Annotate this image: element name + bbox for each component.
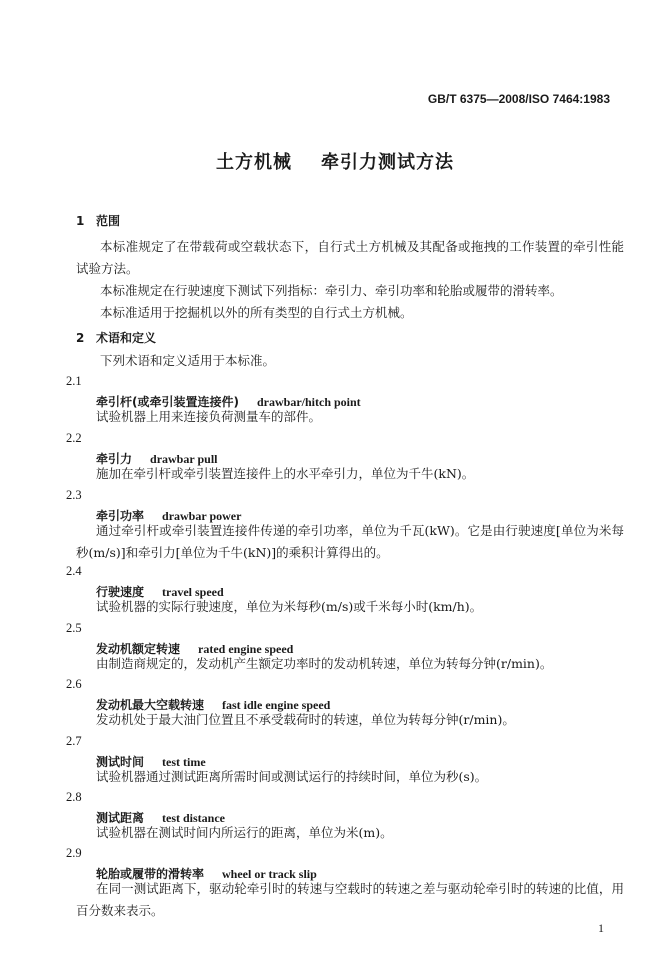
term-english: test distance: [162, 811, 226, 825]
clause-number: 2.8: [66, 790, 82, 804]
section-title: 术语和定义: [96, 331, 157, 345]
clause-number: 2.5: [66, 621, 82, 635]
term-definition: 在同一测试距离下，驱动轮牵引时的转速与空载时的转速之差与驱动轮牵引时的转速的比值，用百分数来表示。: [76, 881, 624, 918]
term-chinese: 牵引力: [96, 452, 133, 466]
term-definition: 发动机处于最大油门位置且不承受载荷时的转速，单位为转每分钟(r/min)。: [96, 712, 515, 727]
term-chinese: 轮胎或履带的滑转率: [96, 867, 205, 881]
section-1-heading: [76, 212, 120, 229]
scope-paragraph: 本标准规定在行驶速度下测试下列指标：牵引力、牵引功率和轮胎或履带的滑转率。: [100, 283, 563, 298]
term-definition: 试验机器上用来连接负荷测量车的部件。: [96, 409, 322, 424]
term-english: drawbar/hitch point: [256, 395, 361, 409]
scope-paragraph: 本标准适用于挖掘机以外的所有类型的自行式土方机械。: [100, 305, 413, 320]
term-english: fast idle engine speed: [222, 698, 331, 712]
document-title: 土方机械 牵引力测试方法: [215, 152, 455, 173]
term-chinese: 牵引杆(或牵引装置连接件): [96, 395, 239, 409]
term-chinese: 测试距离: [96, 811, 145, 825]
term-definition: 试验机器的实际行驶速度，单位为米每秒(m/s)或千米每小时(km/h)。: [96, 599, 483, 614]
term-english: travel speed: [162, 585, 224, 599]
section-title: 范围: [96, 214, 121, 228]
clause-number: 2.2: [66, 431, 82, 445]
term-definition: 通过牵引杆或牵引装置连接件传递的牵引功率，单位为千瓦(kW)。它是由行驶速度[单位为米每秒(m/s)]和牵引力[单位为千牛(kN)]的乘积计算得出的。: [76, 523, 624, 560]
term-definition: 由制造商规定的，发动机产生额定功率时的发动机转速，单位为转每分钟(r/min)。: [96, 656, 553, 671]
clause-number: 2.3: [66, 488, 82, 502]
page-number: 1: [598, 921, 604, 935]
term-definition: 试验机器在测试时间内所运行的距离，单位为米(m)。: [96, 825, 393, 840]
section-number: 2: [76, 331, 85, 345]
term-english: test time: [162, 755, 206, 769]
clause-number: 2.4: [66, 564, 82, 578]
term-english: drawbar power: [162, 509, 242, 523]
term-chinese: 测试时间: [96, 755, 145, 769]
term-english: rated engine speed: [198, 642, 294, 656]
clause-number: 2.1: [66, 374, 82, 388]
term-definition: 施加在牵引杆或牵引装置连接件上的水平牵引力，单位为千牛(kN)。: [96, 466, 475, 481]
term-english: wheel or track slip: [222, 867, 317, 881]
section-number: 1: [76, 214, 85, 228]
definitions-intro: 下列术语和定义适用于本标准。: [100, 353, 276, 368]
term-chinese: 发动机额定转速: [96, 642, 181, 656]
clause-number: 2.7: [66, 734, 82, 748]
term-definition: 试验机器通过测试距离所需时间或测试运行的持续时间，单位为秒(s)。: [96, 769, 488, 784]
clause-number: 2.9: [66, 846, 82, 860]
scope-paragraph: 本标准规定了在带载荷或空载状态下，自行式土方机械及其配备或拖拽的工作装置的牵引性能试验方法。: [76, 239, 624, 276]
term-english: drawbar pull: [150, 452, 218, 466]
standard-number: GB/T 6375—2008/ISO 7464:1983: [427, 92, 610, 106]
term-chinese: 牵引功率: [96, 509, 145, 523]
clause-number: 2.6: [66, 677, 82, 691]
term-chinese: 发动机最大空载转速: [96, 698, 205, 712]
section-2-heading: [76, 329, 156, 346]
term-chinese: 行驶速度: [96, 585, 145, 599]
